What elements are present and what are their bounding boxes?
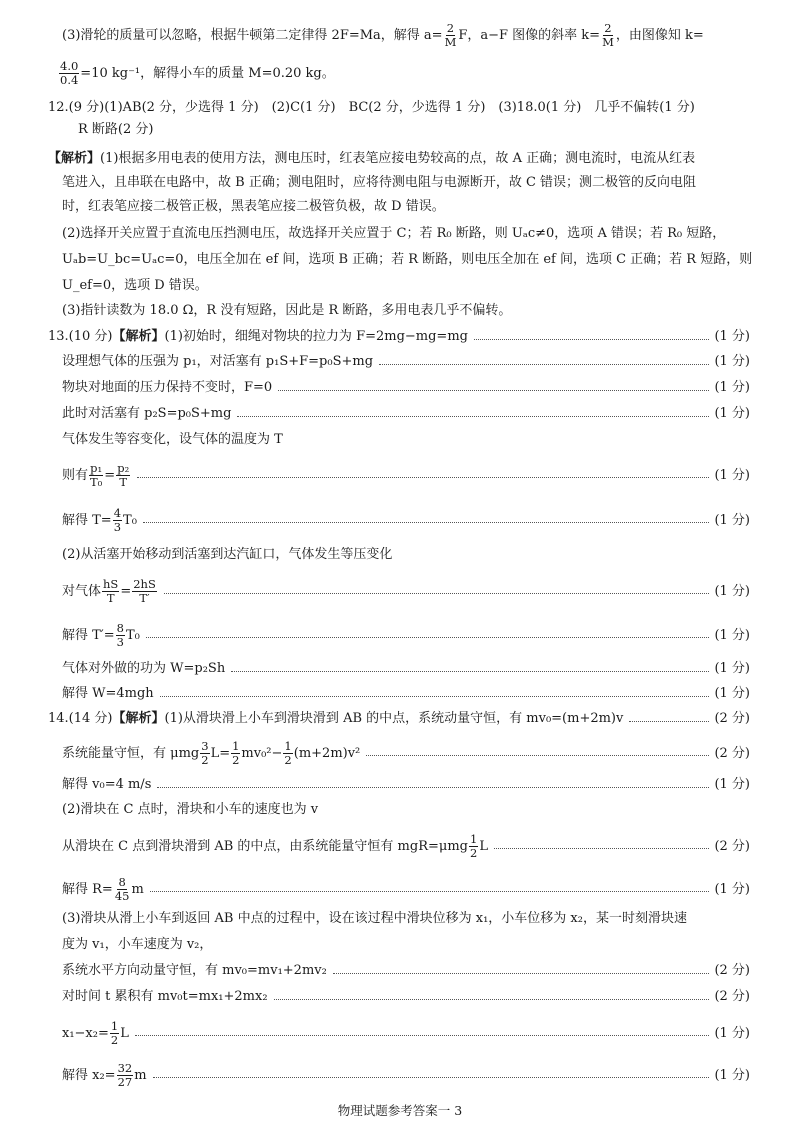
p13-line-4: 此时对活塞有 p₂S=p₀S+mg (1 分) bbox=[62, 406, 750, 421]
fraction: $\frac{8}{3}$ bbox=[116, 621, 124, 649]
p14-line-3: 解得 v₀=4 m/s (1 分) bbox=[62, 777, 750, 792]
p12-analysis-2: 笔进入，且串联在电路中，故 B 正确；测电阻时，应将待测电阻与电源断开，故 C 错误；测二极管的反向电阻 bbox=[62, 175, 697, 190]
p13-line-1: 13.(10 分) 【解析】 (1)初始时，细绳对物块的拉力为 F=2mg−mg=mg (1 分) bbox=[48, 329, 750, 344]
p14-line-8: 度为 v₁，小车速度为 v₂， bbox=[62, 937, 213, 952]
p11-line-1: (3)滑轮的质量可以忽略，根据牛顿第二定律得 2F=Ma，解得 a= $\frac{2}{M}$ F，a−F 图像的斜率 k= $\frac{2}{M}$ ，由图像知 k= bbox=[62, 21, 704, 49]
fraction: $\frac{1}{2}$ bbox=[284, 739, 292, 767]
p14-line-7: (3)滑块从滑上小车到返回 AB 中点的过程中，设在该过程中滑块位移为 x₁，小车位移为 x₂，某一时刻滑块速 bbox=[62, 911, 687, 926]
p14-line-4: (2)滑块在 C 点时，滑块和小车的速度也为 v bbox=[62, 802, 319, 817]
fraction: $\frac{\text{p₁}}{\text{T₀}}$ bbox=[90, 461, 103, 489]
p13-line-3: 物块对地面的压力保持不变时，F=0 (1 分) bbox=[62, 380, 750, 395]
fraction: $\frac{2}{M}$ bbox=[444, 21, 457, 49]
p12-analysis-6: U_ef=0，选项 D 错误。 bbox=[62, 278, 208, 293]
p12-analysis-7: (3)指针读数为 18.0 Ω，R 没有短路，因此是 R 断路，多用电表几乎不偏转。 bbox=[62, 303, 512, 318]
p12-analysis-1: 【解析】 (1)根据多用电表的使用方法，测电压时，红表笔应接电势较高的点，故 A 正确；测电流时，电流从红表 bbox=[48, 151, 696, 166]
p13-line-12: 解得 W=4mgh (1 分) bbox=[62, 686, 750, 701]
fraction: $\frac{1}{2}$ bbox=[110, 1019, 119, 1047]
p14-line-12: 解得 x₂= $\frac{32}{27}$ m (1 分) bbox=[62, 1061, 750, 1089]
p12-heading: 12.(9 分)(1)AB(2 分，少选得 1 分) (2)C(1 分) BC(2 分，少选得 1 分) (3)18.0(1 分) 几乎不偏转(1 分) bbox=[48, 100, 695, 115]
p12-analysis-5: Uₐb=U_bc=Uₐc=0，电压全加在 ef 间，选项 B 正确；若 R 断路，则电压全加在 ef 间，选项 C 正确；若 R 短路，则 bbox=[62, 252, 753, 267]
p13-line-2: 设理想气体的压强为 p₁，对活塞有 p₁S+F=p₀S+mg (1 分) bbox=[62, 354, 750, 369]
page-footer: 物理试题参考答案一 3 bbox=[337, 1103, 463, 1118]
fraction: $\frac{32}{27}$ bbox=[117, 1061, 133, 1089]
p13-line-10: 解得 T′= $\frac{8}{3}$ T₀ (1 分) bbox=[62, 621, 750, 649]
p14-line-9: 系统水平方向动量守恒，有 mv₀=mv₁+2mv₂ (2 分) bbox=[62, 963, 750, 978]
p14-line-5: 从滑块在 C 点到滑块滑到 AB 的中点，由系统能量守恒有 mgR=μmg 1 2 L (2 分) bbox=[62, 832, 750, 860]
fraction: $\frac{2hS}{T'}$ bbox=[133, 577, 156, 605]
fraction: $\frac{hS}{T}$ bbox=[103, 577, 119, 605]
fraction: $\frac{4}{3}$ bbox=[113, 506, 122, 534]
p13-line-7: 解得 T= $\frac{4}{3}$ T₀ (1 分) bbox=[62, 506, 750, 534]
fraction: $\frac{1}{2}$ bbox=[232, 739, 240, 767]
p11-line-2: $\frac{4.0}{0.4}$ =10 kg⁻¹，解得小车的质量 M=0.20 kg。 bbox=[60, 59, 335, 87]
p13-line-5: 气体发生等容变化，设气体的温度为 T bbox=[62, 432, 283, 447]
fraction: 1 2 bbox=[469, 832, 478, 860]
p12-analysis-4: (2)选择开关应置于直流电压挡测电压，故选择开关应置于 C；若 R₀ 断路，则 Uₐc≠0，选项 A 错误；若 R₀ 短路， bbox=[62, 226, 726, 241]
p14-line-2: 系统能量守恒，有 μmg 3 2 L= $\frac{1}{2}$ mv₀²− $\frac{1}{2}$ (m+2m)v² (2 分) bbox=[62, 739, 750, 767]
fraction: $\frac{\text{p₂}}{T}$ bbox=[117, 461, 130, 489]
p12-heading-cont: R 断路(2 分) bbox=[78, 122, 154, 137]
fraction: $\frac{2}{M}$ bbox=[602, 21, 614, 49]
p12-analysis-3: 时，红表笔应接二极管正极，黑表笔应接二极管负极，故 D 错误。 bbox=[62, 199, 445, 214]
p13-line-9: 对气体 $\frac{hS}{T}$ = $\frac{2hS}{T'}$ (1 分) bbox=[62, 577, 750, 605]
p13-line-6: 则有 $\frac{\text{p₁}}{\text{T₀}}$ = $\frac{\text{p₂}}{T}$ (1 分) bbox=[62, 461, 750, 489]
fraction: 3 2 bbox=[201, 739, 209, 767]
fraction: $\frac{8}{45}$ bbox=[114, 875, 130, 903]
p14-line-10: 对时间 t 累积有 mv₀t=mx₁+2mx₂ (2 分) bbox=[62, 989, 750, 1004]
fraction: $\frac{4.0}{0.4}$ bbox=[60, 59, 79, 87]
p14-line-1: 14.(14 分) 【解析】 (1)从滑块滑上小车到滑块滑到 AB 的中点，系统动量守恒，有 mv₀=(m+2m)v (2 分) bbox=[48, 711, 750, 726]
p13-line-8: (2)从活塞开始移动到活塞到达汽缸口，气体发生等压变化 bbox=[62, 547, 393, 562]
p13-line-11: 气体对外做的功为 W=p₂Sh (1 分) bbox=[62, 661, 750, 676]
p14-line-11: x₁−x₂= $\frac{1}{2}$ L (1 分) bbox=[62, 1019, 750, 1047]
p14-line-6: 解得 R= $\frac{8}{45}$ m (1 分) bbox=[62, 875, 750, 903]
